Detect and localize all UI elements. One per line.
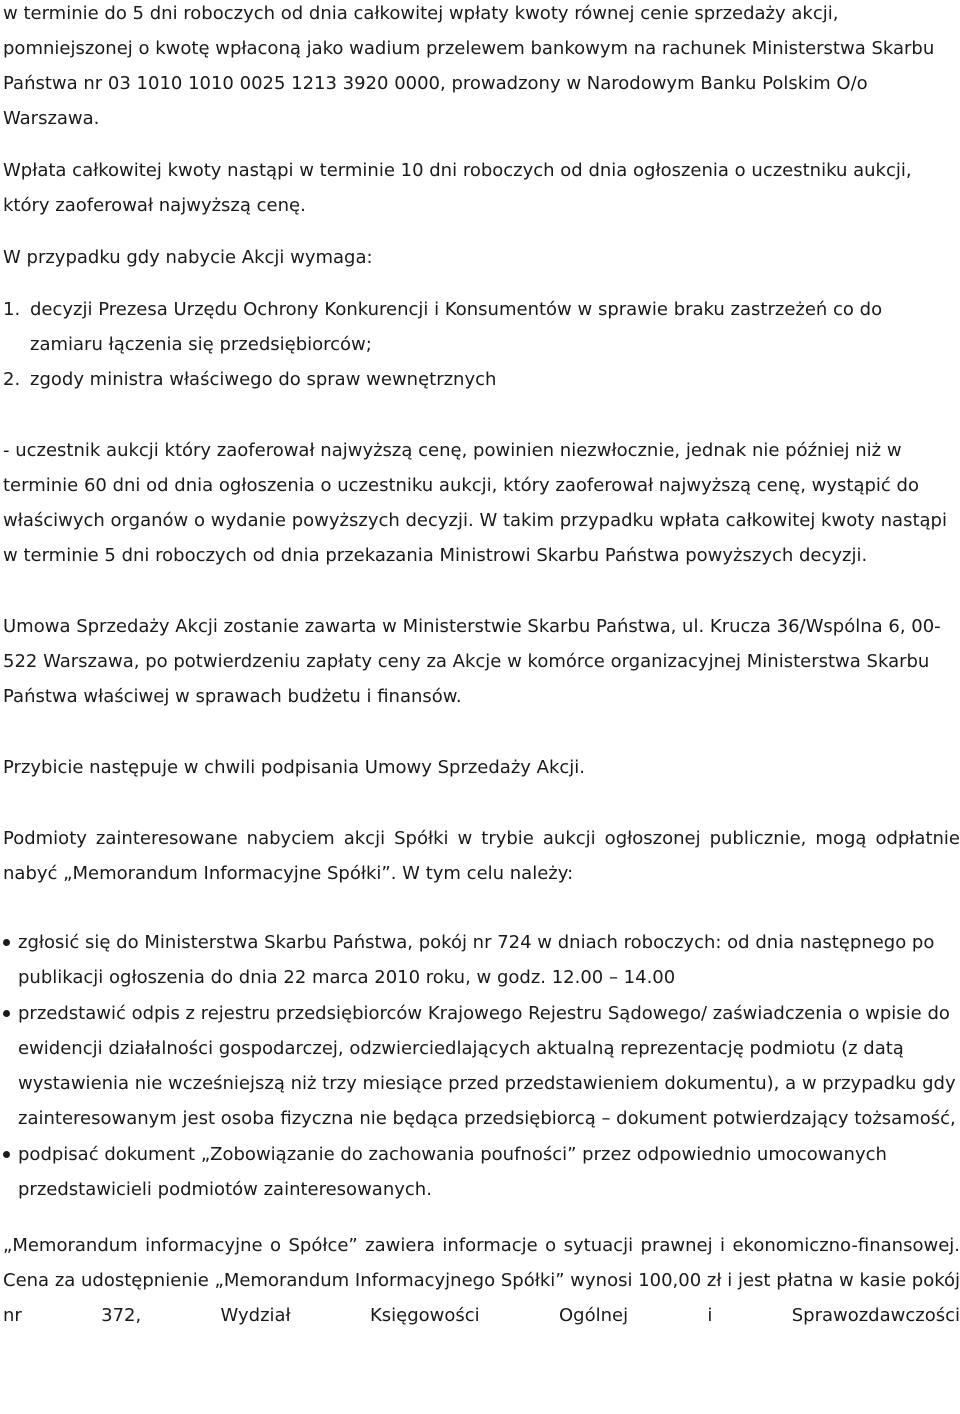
memorandum-intro: Podmioty zainteresowane nabyciem akcji Spółki w trybie aukcji ogłoszonej publicznie, mogą odpłatnie nabyć „Memorandum Informacyjne Spółki”. W tym celu należy: [3,828,960,884]
list-item [3,996,960,1136]
list-item-number: 1. [3,299,21,320]
requirements-list [3,292,960,397]
list-item-text: zgody ministra właściwego do spraw wewnętrznych [30,369,497,390]
list-item [3,1137,960,1207]
bullet-icon [3,939,10,946]
list-item-text: podpisać dokument „Zobowiązanie do zachowania poufności” przez odpowiednio umocowanych przedstawicieli podmiotów zainteresowanych. [18,1144,887,1200]
requirements-heading: W przypadku gdy nabycie Akcji wymaga: [3,247,373,268]
bullet-icon [3,1010,10,1017]
list-item [3,925,960,995]
memorandum-paragraph: „Memorandum informacyjne o Spółce” zawiera informacje o sytuacji prawnej i ekonomiczno-finansowej. Cena za udostępnienie „Memorandum Informacyjnego Spółki” wynosi 100,00 zł i jest płatna w kasie pokój nr 372, Wydział Księgowości Ogólnej i Sprawozdawczości [3,1235,960,1326]
requirements-note: - uczestnik aukcji który zaoferował najwyższą cenę, powinien niezwłocznie, jednak nie później niż w terminie 60 dni od dnia ogłoszenia o uczestniku aukcji, który zaoferował najwyższą cenę, wystąpić do właściwych organów o wydanie powyższych decyzji. W takim przypadku wpłata całkowitej kwoty nastąpi w terminie 5 dni roboczych od dnia przekazania Ministrowi Skarbu Państwa powyższych decyzji. [3,440,947,566]
list-item-text: przedstawić odpis z rejestru przedsiębiorców Krajowego Rejestru Sądowego/ zaświadczenia o wpisie do ewidencji działalności gospodarczej, odzwierciedlających aktualną reprezentację podmiotu (z datą wystawienia nie wcześniejszą niż trzy miesiące przed przedstawieniem dokumentu), a w przypadku gdy zainteresowanym jest osoba fizyczna nie będąca przedsiębiorcą – dokument potwierdzający tożsamość, [18,1003,956,1129]
list-item [3,362,960,397]
list-item-text: decyzji Prezesa Urzędu Ochrony Konkurencji i Konsumentów w sprawie braku zastrzeżeń co do zamiaru łączenia się przedsiębiorców; [30,299,883,355]
intro-paragraph: w terminie do 5 dni roboczych od dnia całkowitej wpłaty kwoty równej cenie sprzedaży akcji, pomniejszonej o kwotę wpłaconą jako wadium przelewem bankowym na rachunek Ministerstwa Skarbu Państwa nr 03 1010 1010 0025 1213 3920 0000, prowadzony w Narodowym Banku Polskim O/o Warszawa. [3,3,935,129]
auction-close-paragraph: Przybicie następuje w chwili podpisania Umowy Sprzedaży Akcji. [3,757,586,778]
bullet-icon [3,1151,10,1158]
steps-list [3,925,960,1207]
agreement-paragraph: Umowa Sprzedaży Akcji zostanie zawarta w Ministerstwie Skarbu Państwa, ul. Krucza 36/Wspólna 6, 00-522 Warszawa, po potwierdzeniu zapłaty ceny za Akcje w komórce organizacyjnej Ministerstwa Skarbu Państwa właściwej w sprawach budżetu i finansów. [3,616,941,707]
payment-paragraph: Wpłata całkowitej kwoty nastąpi w terminie 10 dni roboczych od dnia ogłoszenia o uczestniku aukcji, który zaoferował najwyższą cenę. [3,160,912,216]
document-page [3,0,960,1333]
list-item [3,292,960,362]
list-item-text: zgłosić się do Ministerstwa Skarbu Państwa, pokój nr 724 w dniach roboczych: od dnia następnego po publikacji ogłoszenia do dnia 22 marca 2010 roku, w godz. 12.00 – 14.00 [18,932,935,988]
list-item-number: 2. [3,369,21,390]
